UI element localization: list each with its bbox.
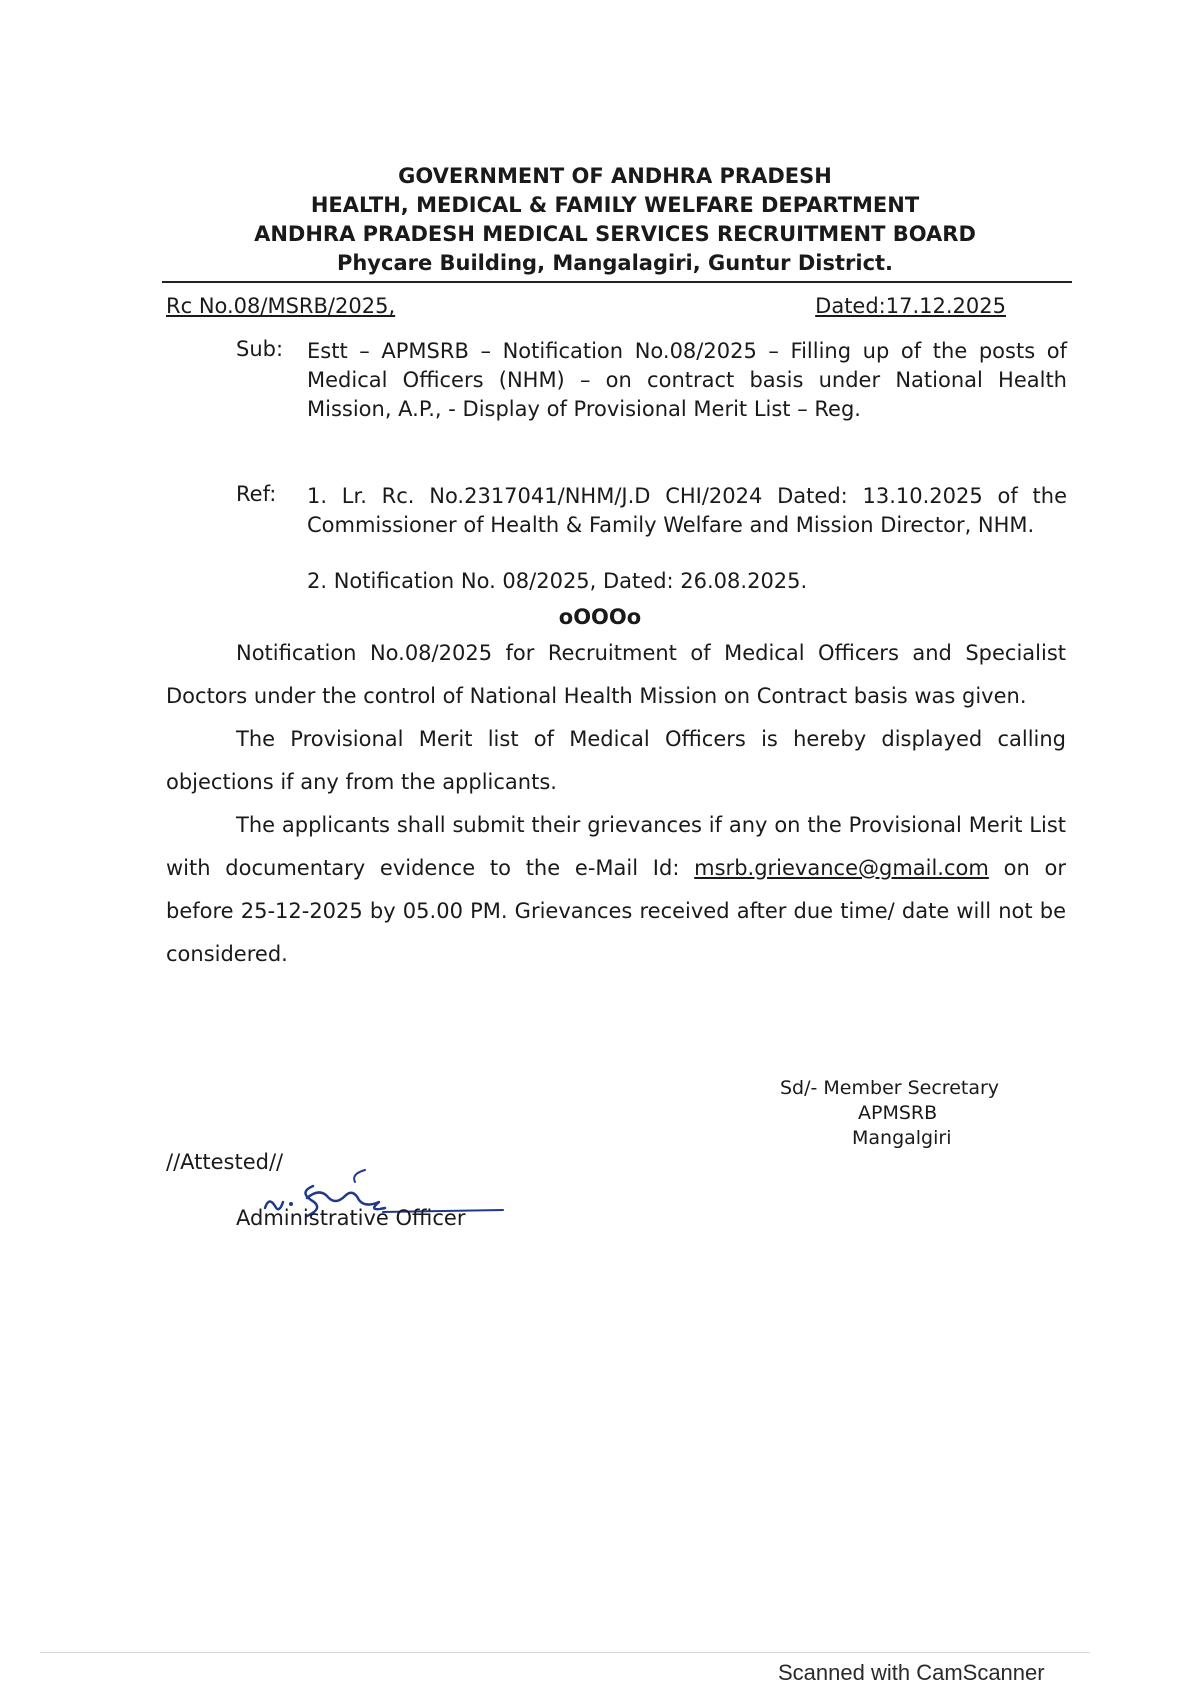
body-paragraph-2: The Provisional Merit list of Medical Officers is hereby displayed calling objections if any from the applicants. (166, 727, 1066, 794)
signatory-title: Sd/- Member Secretary (780, 1077, 1000, 1099)
camscanner-watermark: Scanned with CamScanner (778, 1660, 1045, 1685)
signature-block (780, 1076, 1080, 1151)
reference-number: Rc No.08/MSRB/2025, (166, 294, 396, 318)
attested-label: //Attested// (166, 1150, 284, 1174)
letter-body (166, 632, 1066, 976)
reference-item-2: 2. Notification No. 08/2025, Dated: 26.08.2025. (307, 569, 808, 593)
reference-item-1: 1. Lr. Rc. No.2317041/NHM/J.D CHI/2024 Dated: 13.10.2025 of the Commissioner of Health & Family Welfare and Mission Director, NHM. (307, 484, 1067, 537)
grievance-email-link[interactable]: msrb.grievance@gmail.com (694, 856, 989, 880)
letterhead-government: GOVERNMENT OF ANDHRA PRADESH (398, 164, 832, 188)
references-label: Ref: (236, 482, 277, 506)
signatory-organisation: APMSRB (858, 1102, 938, 1124)
letterhead-board: ANDHRA PRADESH MEDICAL SERVICES RECRUITMENT BOARD (254, 222, 976, 246)
letterhead-department: HEALTH, MEDICAL & FAMILY WELFARE DEPARTMENT (310, 193, 920, 217)
signatory-location: Mangalgiri (852, 1127, 952, 1149)
header-divider-line (162, 281, 1072, 283)
subject-text: Estt – APMSRB – Notification No.08/2025 – Filling up of the posts of Medical Officers (NHM) – on contract basis under National Health Mission, A.P., - Display of Provisional Merit List – Reg. (307, 339, 1067, 421)
body-paragraph-3-end: on or before 25-12-2025 by 05.00 PM. Grievances received after due time/ date will not be considered. (166, 856, 1066, 966)
section-divider: oOOOo (558, 605, 642, 629)
letter-date: Dated:17.12.2025 (815, 294, 1006, 318)
scan-footer-line (40, 1652, 1090, 1653)
body-paragraph-3-start: The applicants shall submit their grievances if any on the Provisional Merit List with documentary evidence to the e-Mail Id: (166, 813, 1066, 880)
body-paragraph-1: Notification No.08/2025 for Recruitment of Medical Officers and Specialist Doctors under the control of National Health Mission on Contract basis was given. (166, 641, 1066, 708)
letterhead (160, 162, 1070, 278)
letterhead-address: Phycare Building, Mangalagiri, Guntur District. (336, 251, 894, 275)
body-paragraph-3 (166, 804, 1066, 976)
attesting-officer-designation: Administrative Officer (236, 1206, 466, 1230)
subject-label: Sub: (236, 337, 284, 361)
